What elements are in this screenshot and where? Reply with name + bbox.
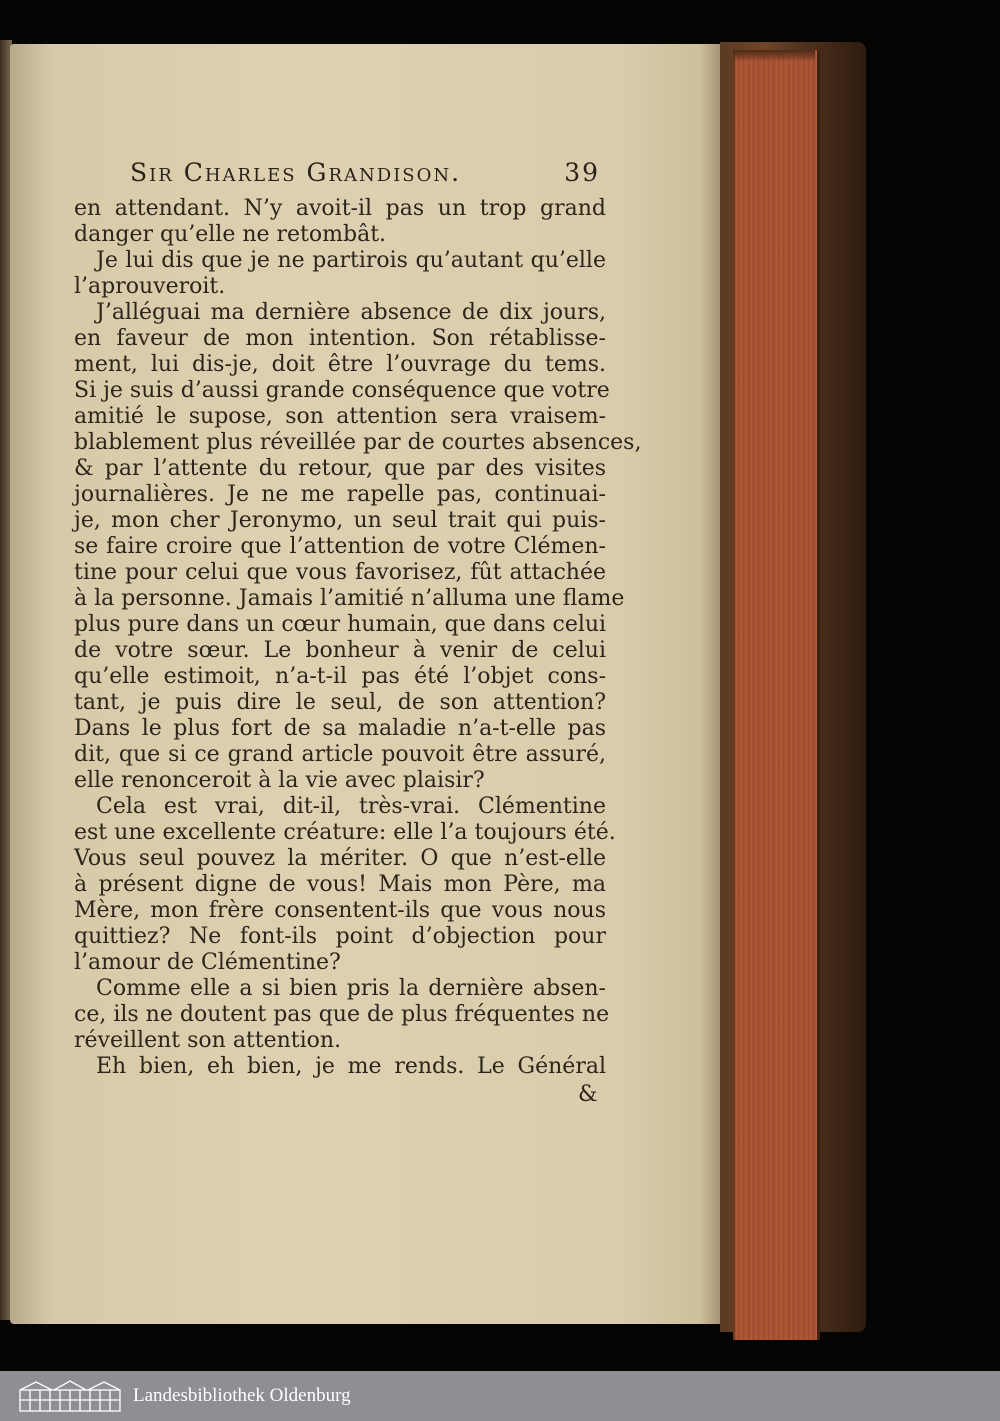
text-line: & par l’attente du retour, que par des visites — [74, 456, 606, 481]
text-line: se faire croire que l’attention de votre Clémen- — [74, 534, 606, 559]
text-line: l’amour de Clémentine? — [74, 950, 341, 975]
library-building-icon — [18, 1380, 122, 1412]
text-line: journalières. Je ne me rapelle pas, continuai- — [74, 482, 606, 507]
text-line: ment, lui dis-je, doit être l’ouvrage du tems. — [74, 352, 606, 377]
text-line: Comme elle a si bien pris la dernière absen- — [96, 976, 606, 1001]
text-line: amitié le supose, son attention sera vraisem- — [74, 404, 606, 429]
text-line: elle renonceroit à la vie avec plaisir? — [74, 768, 485, 793]
text-line: réveillent son attention. — [74, 1028, 342, 1053]
text-line: Mère, mon frère consentent-ils que vous nous — [74, 898, 606, 923]
text-line: danger qu’elle ne retombât. — [74, 222, 387, 247]
text-line: ce, ils ne doutent pas que de plus fréquentes ne — [74, 1002, 610, 1027]
text-line: Cela est vrai, dit-il, très-vrai. Clémentine — [96, 794, 606, 819]
text-line: Je lui dis que je ne partirois qu’autant qu’elle — [96, 248, 606, 273]
text-line: qu’elle estimoit, n’a-t-il pas été l’objet cons- — [74, 664, 606, 689]
text-line: blablement plus réveillée par de courtes absences, — [74, 430, 642, 455]
text-line: dit, que si ce grand article pouvoit être assuré, — [74, 742, 606, 767]
text-line: à présent digne de vous! Mais mon Père, ma — [74, 872, 606, 897]
text-line: Vous seul pouvez la mériter. O que n’est-elle — [74, 846, 606, 871]
catchword: & — [578, 1082, 598, 1107]
text-line: l’aprouveroit. — [74, 274, 226, 299]
text-line: quittiez? Ne font-ils point d’objection pour — [74, 924, 606, 949]
page-number: 39 — [564, 158, 600, 187]
text-line: tine pour celui que vous favorisez, fût attachée — [74, 560, 606, 585]
text-line: Dans le plus fort de sa maladie n’a-t-elle pas — [74, 716, 606, 741]
text-line: je, mon cher Jeronymo, un seul trait qui puis- — [74, 508, 606, 533]
text-line: J’alléguai ma dernière absence de dix jours, — [96, 300, 606, 325]
running-head — [130, 158, 600, 192]
library-name: Landesbibliothek Oldenburg — [133, 1385, 351, 1406]
text-line: en attendant. N’y avoit-il pas un trop grand — [74, 196, 606, 221]
text-line: est une excellente créature: elle l’a toujours été. — [74, 820, 616, 845]
text-line: plus pure dans un cœur humain, que dans celui — [74, 612, 607, 637]
text-line: de votre sœur. Le bonheur à venir de celui — [74, 638, 606, 663]
page-fore-edge — [733, 50, 820, 1340]
running-head-title: Sir Charles Grandison. — [130, 158, 462, 187]
text-line: Si je suis d’aussi grande conséquence que votre — [74, 378, 610, 403]
body-text — [74, 196, 642, 1080]
text-line: en faveur de mon intention. Son rétablisse- — [74, 326, 606, 351]
text-line: tant, je puis dire le seul, de son attention? — [74, 690, 606, 715]
text-line: à la personne. Jamais l’amitié n’alluma une flame — [74, 586, 625, 611]
text-line: Eh bien, eh bien, je me rends. Le Général — [96, 1054, 606, 1079]
footer-bar — [0, 1371, 1000, 1421]
fore-edge-shadow — [733, 50, 815, 62]
